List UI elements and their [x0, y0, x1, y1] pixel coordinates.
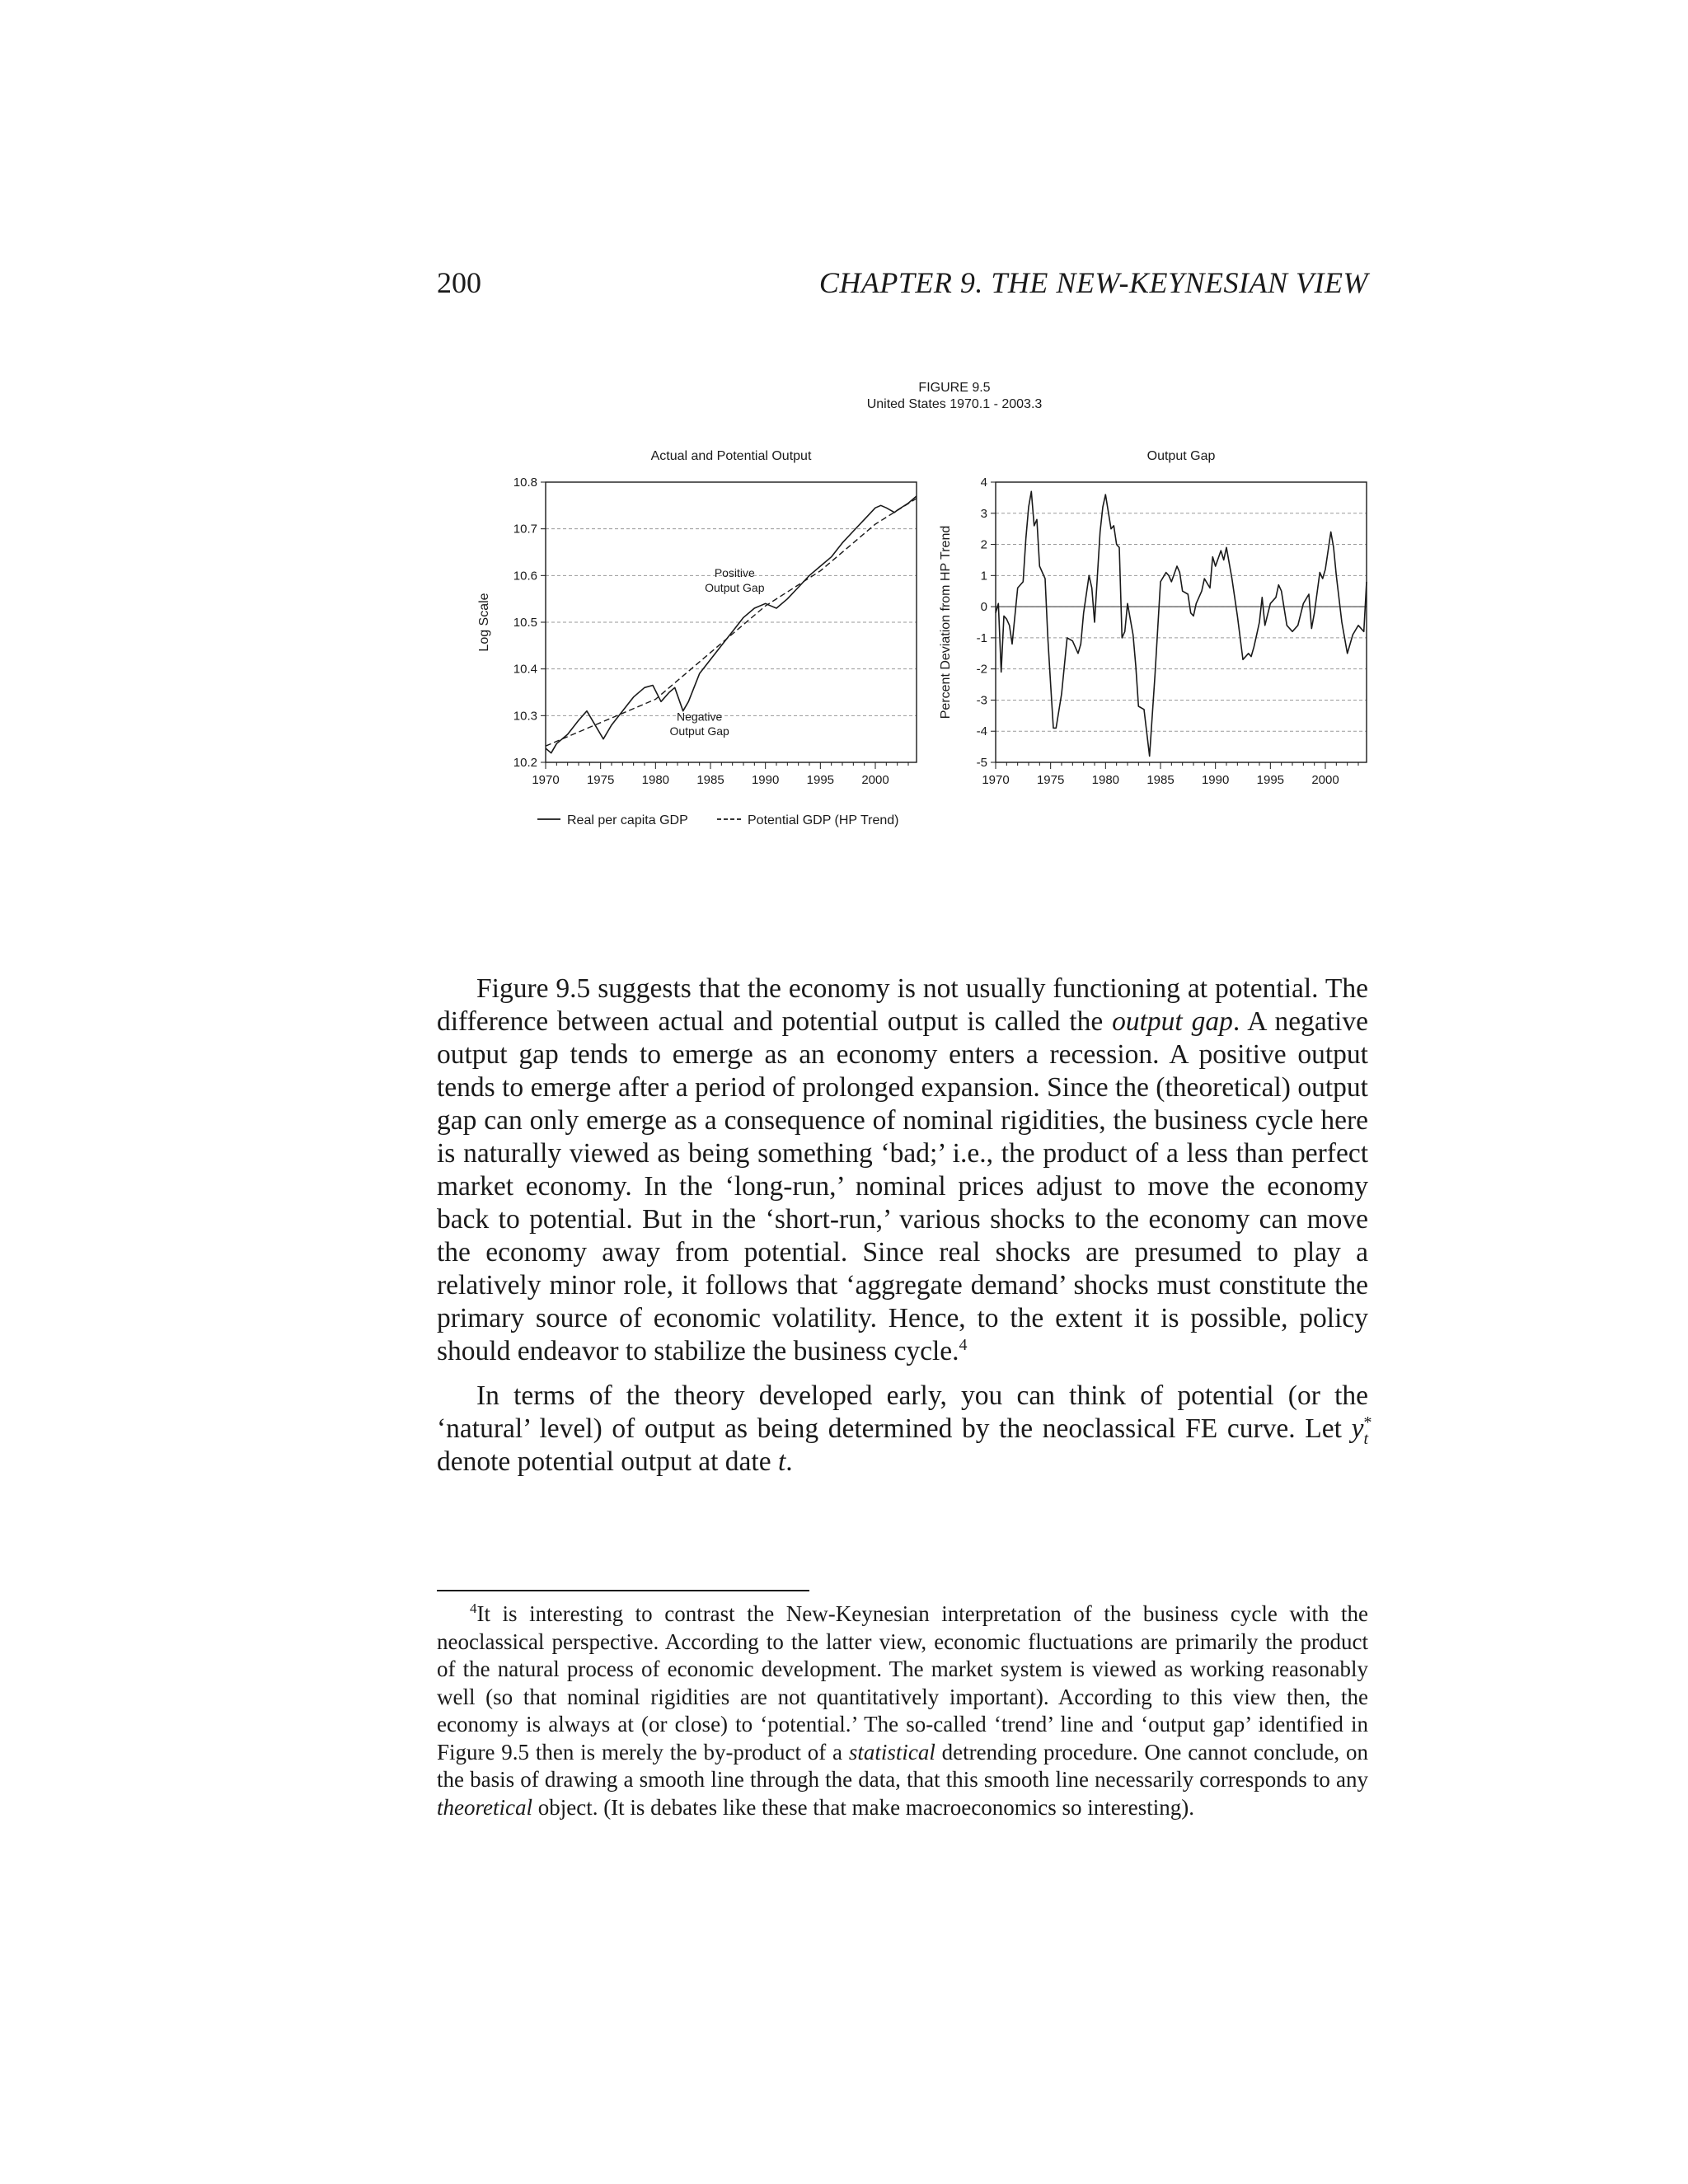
x-tick-label: 1990: [1201, 773, 1230, 787]
output-gap-term: output gap: [1112, 1006, 1233, 1037]
paragraph-2-text-a: In terms of the theory developed early, you can think of potential (or the ‘natural’ level) of output as being determined by the neoclassical FE curve. Let: [437, 1380, 1368, 1444]
y-tick-label: 10.4: [513, 662, 537, 677]
figure-legend: [537, 813, 899, 827]
x-tick-label: 1980: [1091, 773, 1120, 787]
footnote-text-a: It is interesting to contrast the New-Keynesian interpretation of the business cycle with the neoclassical perspective. According to the latter view, economic fluctuations are primarily the product of the natural process of economic development. The market system is viewed as working reasonably well (so that nominal rigidities are not quantitatively important). According to this view then, the economy is always at (or close) to ‘potential.’ The so-called ‘trend’ line and ‘output gap’ identified in Figure 9.5 then is merely the by-product of a: [437, 1601, 1368, 1765]
chart-title: Actual and Potential Output: [650, 449, 812, 463]
y-tick-label: 10.8: [513, 476, 537, 490]
series-line-actual: [996, 491, 1367, 756]
y-tick-label: -1: [976, 630, 987, 645]
x-tick-label: 1975: [586, 773, 615, 787]
footnote: [437, 1601, 1368, 1821]
page-header: [437, 257, 1368, 307]
footnote-text-c: object. (It is debates like these that make macroeconomics so interesting).: [532, 1794, 1194, 1820]
figure-canvas: [445, 375, 1376, 837]
y-tick-label: -4: [976, 724, 987, 739]
y-tick-label: 10.3: [513, 709, 537, 724]
y-tick-label: 10.5: [513, 616, 537, 630]
x-tick-label: 1985: [696, 773, 724, 787]
math-var-y: y: [1351, 1413, 1364, 1444]
paragraph-2-text-b: denote potential output at date: [437, 1446, 778, 1477]
annotation-label: Output Gap: [669, 724, 729, 738]
legend-label-actual: Real per capita GDP: [567, 813, 688, 827]
x-tick-label: 1995: [806, 773, 835, 787]
footnote-em-statistical: statistical: [848, 1739, 935, 1765]
paragraph-1-text-b: . A negative output gap tends to emerge as an economy enters a recession. A positive output tends to emerge after a period of prolonged expansion. Since the (theoretical) output gap can only emerge as a consequence of nominal rigidities, the business cycle here is naturally viewed as being something ‘bad;’ i.e., the product of a less than perfect market economy. In the ‘long-run,’ nominal prices adjust to move the economy back to potential. But in the ‘short-run,’ various shocks to the economy can move the economy away from potential. Since real shocks are presumed to play a relatively minor role, it follows that ‘aggregate demand’ shocks must constitute the primary source of economic volatility. Hence, to the extent it is possible, policy should endeavor to stabilize the business cycle.: [437, 1006, 1368, 1366]
x-tick-label: 2000: [861, 773, 889, 787]
chart-output-gap: [939, 449, 1367, 787]
y-tick-label: 0: [980, 600, 987, 615]
chart-title: Output Gap: [1146, 449, 1216, 463]
paragraph-2-end: .: [785, 1446, 793, 1477]
y-tick-label: 2: [980, 537, 987, 552]
legend-label-potential: Potential GDP (HP Trend): [748, 813, 899, 827]
y-tick-label: 3: [980, 506, 987, 521]
x-tick-label: 1995: [1256, 773, 1285, 787]
y-tick-label: 10.7: [513, 522, 537, 537]
math-star: *: [1363, 1413, 1372, 1432]
footnote-4: [437, 1601, 1368, 1821]
y-axis-label: Percent Deviation from HP Trend: [939, 525, 953, 719]
y-tick-label: 10.6: [513, 569, 537, 583]
y-axis-label: Log Scale: [477, 593, 491, 652]
figure-title: FIGURE 9.5: [918, 381, 991, 395]
footnote-rule: [437, 1590, 809, 1591]
y-tick-label: -5: [976, 756, 987, 770]
footnote-marker: 4: [470, 1601, 477, 1616]
paragraph-2: [437, 1380, 1372, 1479]
y-tick-label: 1: [980, 569, 987, 583]
x-tick-label: 1985: [1146, 773, 1175, 787]
annotation-label: Output Gap: [705, 581, 765, 595]
chart-actual-potential: [477, 449, 917, 787]
figure-9-5: [445, 375, 1376, 837]
x-tick-label: 2000: [1311, 773, 1339, 787]
annotation-label: Negative: [677, 710, 723, 724]
y-tick-label: -3: [976, 693, 987, 708]
figure-subtitle: United States 1970.1 - 2003.3: [866, 397, 1043, 411]
x-tick-label: 1990: [751, 773, 780, 787]
y-tick-label: 10.2: [513, 756, 537, 770]
footnote-text-b: detrending procedure. One cannot conclude, on the basis of drawing a smooth line through the data, that this smooth line necessarily corresponds to any: [437, 1739, 1368, 1792]
paragraph-1: [437, 972, 1368, 1368]
y-tick-label: 4: [980, 476, 987, 490]
x-tick-label: 1980: [641, 773, 670, 787]
paragraph-1-text-a: Figure 9.5 suggests that the economy is not usually functioning at potential. The difference between actual and potential output is called the: [437, 973, 1368, 1037]
body-text: [437, 972, 1372, 1490]
annotation-label: Positive: [714, 566, 755, 580]
page-number: 200: [437, 266, 481, 299]
math-var-t: t: [777, 1446, 786, 1477]
footnote-ref: 4: [959, 1335, 968, 1354]
y-tick-label: -2: [976, 662, 987, 677]
x-tick-label: 1970: [532, 773, 560, 787]
x-tick-label: 1970: [982, 773, 1010, 787]
series-line-actual: [546, 496, 917, 753]
footnote-em-theoretical: theoretical: [437, 1794, 532, 1820]
running-head: CHAPTER 9. THE NEW-KEYNESIAN VIEW: [818, 266, 1368, 299]
x-tick-label: 1975: [1036, 773, 1065, 787]
math-sub-t: t: [1363, 1429, 1368, 1448]
